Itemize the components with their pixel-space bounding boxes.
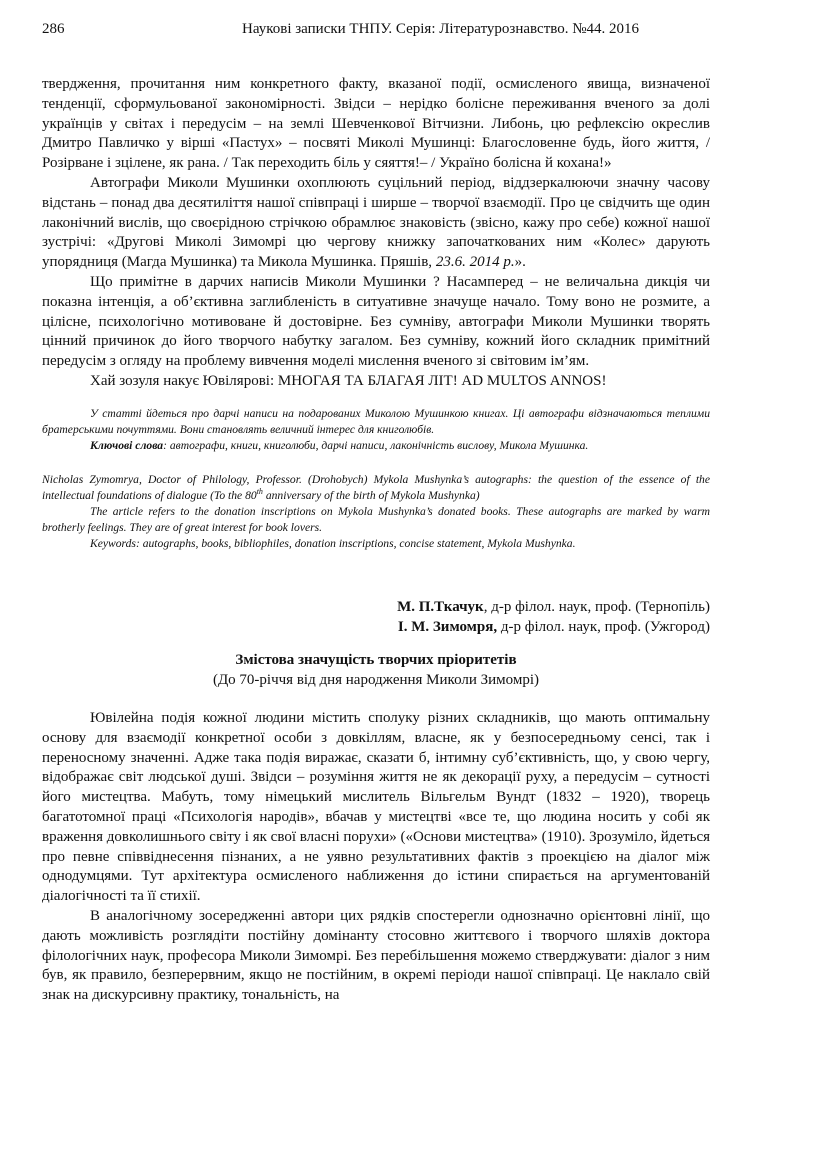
article-subtitle: (До 70-річчя від дня народження Миколи Зимомрі) [212, 672, 540, 689]
keywords-label: Ключові слова [90, 438, 164, 452]
ordinal-suffix: th [256, 486, 263, 496]
reference-text-end: anniversary of the birth of Mykola Mushynka) [262, 488, 480, 502]
journal-title: Наукові записки ТНПУ. Серія: Літературознавство. №44. 2016 [242, 21, 640, 37]
keywords-ua [42, 438, 710, 454]
reference-text: Nicholas Zymomrya, Doctor of Philology, Professor. (Drohobych) Mykola Mushynka’s autographs: the question of the essence of the intellectual foundations of dialogue (To the 80 [42, 472, 710, 502]
keywords-text: : автографи, книги, книголюби, дарчі написи, лаконічність вислову, Микола Мушинка. [163, 438, 589, 452]
paragraph: твердження, прочитання ним конкретного факту, вказаної події, осмисленого явища, визначеної тенденції, сформульованої закономірності. Звідси – нерідко болісне переживання вченого за долі українців у світах і передусім – на землі Шевченкової Вітчизни. Либонь, цю рефлексію окреслив Дмитро Павличко у вірші «Пастух» – посвяті Миколі Мушинці: Благословенне будь, його життя, / Розірване і зцілене, як рана. / Так переходить біль у сяяття!– / Україно болісна й кохана!» [42, 76, 710, 172]
english-reference [42, 472, 710, 504]
author-affiliation: д-р філол. наук, проф. (Ужгород) [497, 618, 710, 635]
author-name: І. М. Зимомря, [397, 618, 498, 635]
paragraph-text: Автографи Миколи Мушинки охоплюють суцільний період, віддзеркалюючи значну часову відстань – понад два десятиліття нашої співпраці і ширше – творчої взаємодії. Про це свідчить ще один лаконічний вислів, що своєрідною стрічкою обрамлює знаковість (звісно, кажу про себе) кожної нашої зустрічі: «Другові Миколі Зимомрі цю чергову книжку започаткованих ним «Колес» дарують упорядниця (Магда Мушинка) та Микола Мушинка. Пряшів, [42, 174, 710, 271]
author-line [42, 598, 710, 618]
abstract-en: The article refers to the donation inscriptions on Mykola Mushynka’s donated books. These autographs are marked by warm brotherly feelings. They are of great interest for book lovers. [42, 504, 710, 534]
title-text: Змістова значущість творчих пріоритетів [235, 652, 517, 669]
page-number: 286 [42, 21, 65, 37]
abstract-ua: У статті йдеться про дарчі написи на подарованих Миколою Мушинкою книгах. Ці автографи відзначаються теплими братерськими почуттями. Вони становлять величний інтерес для книголюбів. [42, 406, 710, 436]
article-body [42, 75, 710, 1006]
author-affiliation: , д-р філол. наук, проф. (Тернопіль) [483, 598, 710, 615]
paragraph: В аналогічному зосередженні автори цих рядків спостерегли однозначно орієнтовні лінії, що дають можливість розглядіти постійну домінанту стосовно життєвого і творчого шляхів доктора філологічних наук, професора Миколи Зимомрі. Без перебільшення можемо стверджувати: діалог з ним був, як правило, безперервним, якщо не постійним, в окремі періоди нашої співпраці. Це наклало свій знак на дискурсивну практику, тональність, на [42, 907, 710, 1004]
paragraph: Ювілейна подія кожної людини містить сполуку різних складників, що мають оптимальну основу для взаємодії конкретної особи з довкіллям, власне, як у безпосередньому сенсі, так і переносному значенні. Адже така подія виражає, сказати б, інтимну суб’єктивність, що, у свою чергу, відображає світ людської душі. Звідси – розуміння життя не як декорації руху, а передусім – сутності його мистецтва. Мабуть, тому німецький мислитель Вільгельм Вундт (1832 – 1920), творець багатотомної праці «Психологія народів», вбачав у мистецтві «все те, що людина носить у собі як враження довколишнього світу і як свої власні порухи» («Основи мистецтва» (1910). Зрозуміло, йдеться про певне співвіднесення пізнаних, а не уявно результативних фактів з проекцією на діалог між однодумцями. Тут архітектура осмисленого наближення до істини спирається на аргументованій діалогічності та її стихії. [42, 709, 710, 905]
article-title [42, 651, 710, 671]
paragraph: Хай зозуля накує Ювілярові: МНОГАЯ ТА БЛАГАЯ ЛІТ! AD MULTOS ANNOS! [90, 372, 607, 389]
paragraph-end: ». [514, 254, 526, 271]
paragraph: Що примітне в дарчих написів Миколи Мушинки ? Насамперед – не величальна дикція чи показна інтенція, а об’єктивна заглибленість в ситуативне значуще начало. Тому воно не розмите, а цілісне, психологічно мотивоване й достовірне. Без сумніву, автографи Миколи Мушинки творять цінний причинок до його творчого набутку загалом. Без сумніву, кожний його складник примітний передусім з огляду на проблему вивчення моделі мислення вченого зі світовим ім’ям. [42, 273, 710, 370]
author-line [42, 618, 710, 638]
paragraph [42, 174, 710, 273]
author-name: М. П.Ткачук [397, 598, 484, 615]
keywords-en: Keywords: autographs, books, bibliophiles, donation inscriptions, concise statement, Mykola Mushynka. [90, 536, 576, 550]
date-text: 23.6. 2014 р. [435, 254, 515, 271]
